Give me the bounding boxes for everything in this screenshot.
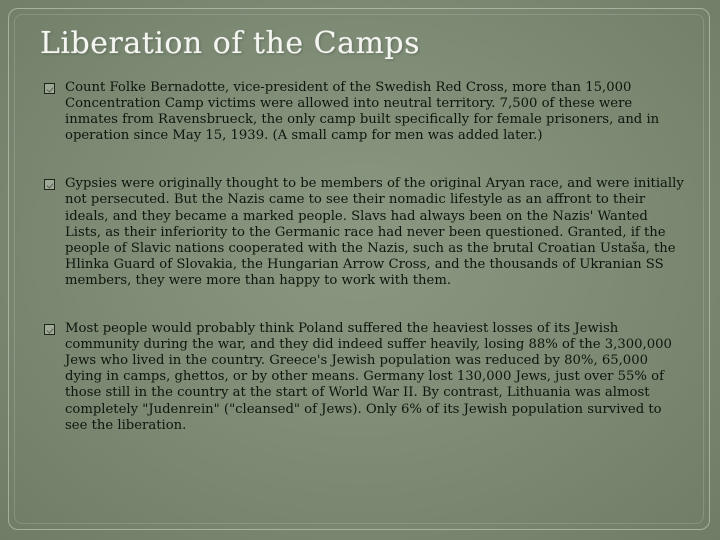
bullet-text: Most people would probably think Poland suffered the heaviest losses of its Jewish community during the war, and they did indeed suffer heavily, losing 88% of the 3,300,000 Jews who lived in the country. Greece's Jewish population was reduced by 80%, 65,000 dying in camps, ghettos, or by other means. Germany lost 130,000 Jews, just over 55% of those still in the country at the start of World War II. By contrast, Lithuania was almost completely "Judenrein" ("cleansed" of Jews). Only 6% of its Jewish population survived to see the liberation.	[65, 321, 672, 433]
bullet-item-jewish-losses	[44, 321, 684, 434]
missing-glyph-box-icon	[44, 324, 55, 335]
bullet-item-bernadotte	[44, 80, 684, 144]
bullet-text: Gypsies were originally thought to be members of the original Aryan race, and were initially not persecuted. But the Nazis came to see their nomadic lifestyle as an affront to their ideals, and they became a marked people. Slavs had always been on the Nazis' Wanted Lists, as their inferiority to the Germanic race had never been questioned. Granted, if the people of Slavic nations cooperated with the Nazis, such as the brutal Croatian Ustaša, the Hlinka Guard of Slovakia, the Hungarian Arrow Cross, and the thousands of Ukranian SS members, they were more than happy to work with them.	[65, 176, 684, 288]
slide-title: Liberation of the Camps	[40, 26, 421, 61]
bullet-list	[44, 80, 684, 434]
missing-glyph-box-icon	[44, 179, 55, 190]
bullet-item-gypsies-slavs	[44, 176, 684, 289]
missing-glyph-box-icon	[44, 83, 55, 94]
bullet-text: Count Folke Bernadotte, vice-president of the Swedish Red Cross, more than 15,000 Concentration Camp victims were allowed into neutral territory. 7,500 of these were inmates from Ravensbrueck, the only camp built specifically for female prisoners, and in operation since May 15, 1939. (A small camp for men was added later.)	[65, 80, 660, 144]
